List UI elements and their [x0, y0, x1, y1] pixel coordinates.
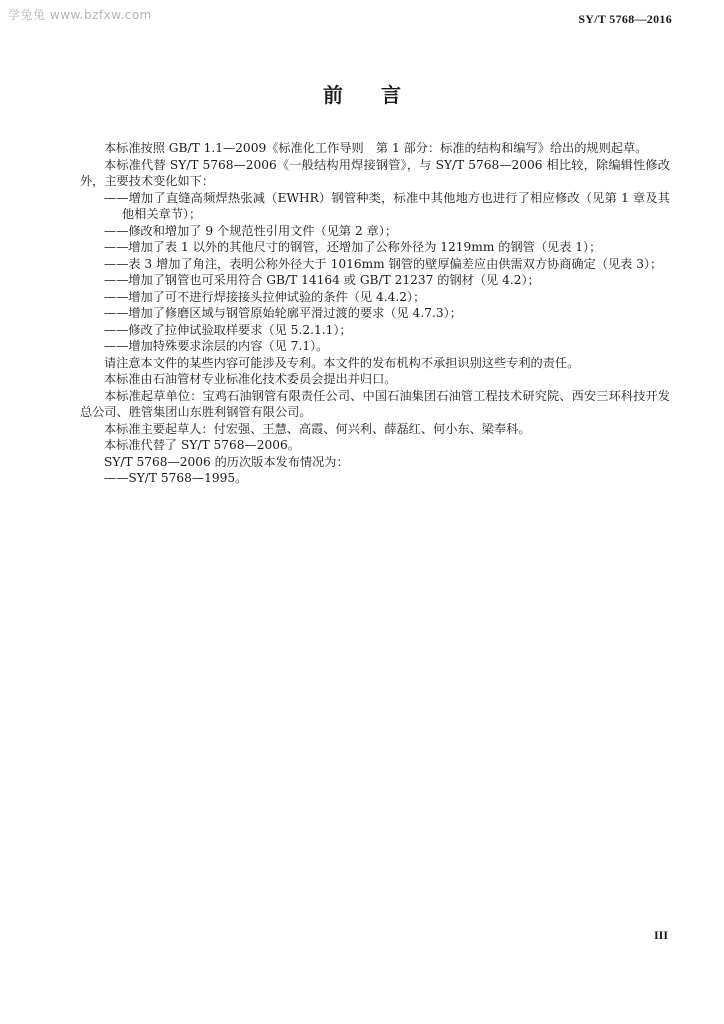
- paragraph-replacement: 本标准代替 SY/T 5768—2006《一般结构用焊接钢管》，与 SY/T 5768—2006 相比较，除编辑性修改外，主要技术变化如下：: [80, 157, 670, 188]
- page-number: III: [653, 928, 668, 942]
- paragraph-supersedes: 本标准代替了 SY/T 5768—2006。: [104, 438, 300, 452]
- paragraph-proposer: 本标准由石油管材专业标准化技术委员会提出并归口。: [104, 372, 397, 386]
- change-item: ——增加了钢管也可采用符合 GB/T 14164 或 GB/T 21237 的钢材（见 4.2）；: [104, 273, 540, 287]
- change-item: ——增加了直缝高频焊热张减（EWHR）钢管种类，标准中其他地方也进行了相应修改（见第 1 章及其他相关章节）；: [104, 190, 670, 221]
- paragraph-drafters: 本标准主要起草人：付宏强、王慧、高霞、何兴利、薛磊红、何小东、梁奉科。: [104, 421, 531, 436]
- paragraph-drafting-rules: 本标准按照 GB/T 1.1—2009《标准化工作导则 第 1 部分：标准的结构和编写》给出的规则起草。: [104, 141, 648, 155]
- change-item: ——修改和增加了 9 个规范性引用文件（见第 2 章）；: [104, 223, 398, 238]
- watermark: 学兔兔 www.bzfxw.com: [8, 8, 152, 22]
- paragraph-drafting-units: 本标准起草单位：宝鸡石油钢管有限责任公司、中国石油集团石油管工程技术研究院、西安三环科技开发总公司、胜管集团山东胜利钢管有限公司。: [80, 388, 670, 419]
- change-item: ——修改了拉伸试验取样要求（见 5.2.1.1）；: [104, 322, 352, 337]
- history-item: ——SY/T 5768—1995。: [104, 471, 248, 485]
- change-item: ——表 3 增加了角注，表明公称外径大于 1016mm 钢管的壁厚偏差应由供需双方协商确定（见表 3）；: [104, 256, 663, 271]
- change-item: ——增加特殊要求涂层的内容（见 7.1）。: [104, 339, 329, 353]
- standard-code: SY/T 5768—2016: [578, 12, 672, 26]
- change-item: ——增加了可不进行焊接接头拉伸试验的条件（见 4.4.2）；: [104, 289, 426, 304]
- paragraph-history-intro: SY/T 5768—2006 的历次版本发布情况为：: [104, 454, 349, 469]
- page-title: 前言: [323, 83, 439, 107]
- foreword-body: [80, 140, 670, 487]
- change-item: ——增加了修磨区域与钢管原始轮廓平滑过渡的要求（见 4.7.3）；: [104, 306, 462, 320]
- paragraph-patent-notice: 请注意本文件的某些内容可能涉及专利。本文件的发布机构不承担识别这些专利的责任。: [104, 355, 580, 370]
- change-item: ——增加了表 1 以外的其他尺寸的钢管，还增加了公称外径为 1219mm 的钢管（见表 1）；: [104, 240, 602, 254]
